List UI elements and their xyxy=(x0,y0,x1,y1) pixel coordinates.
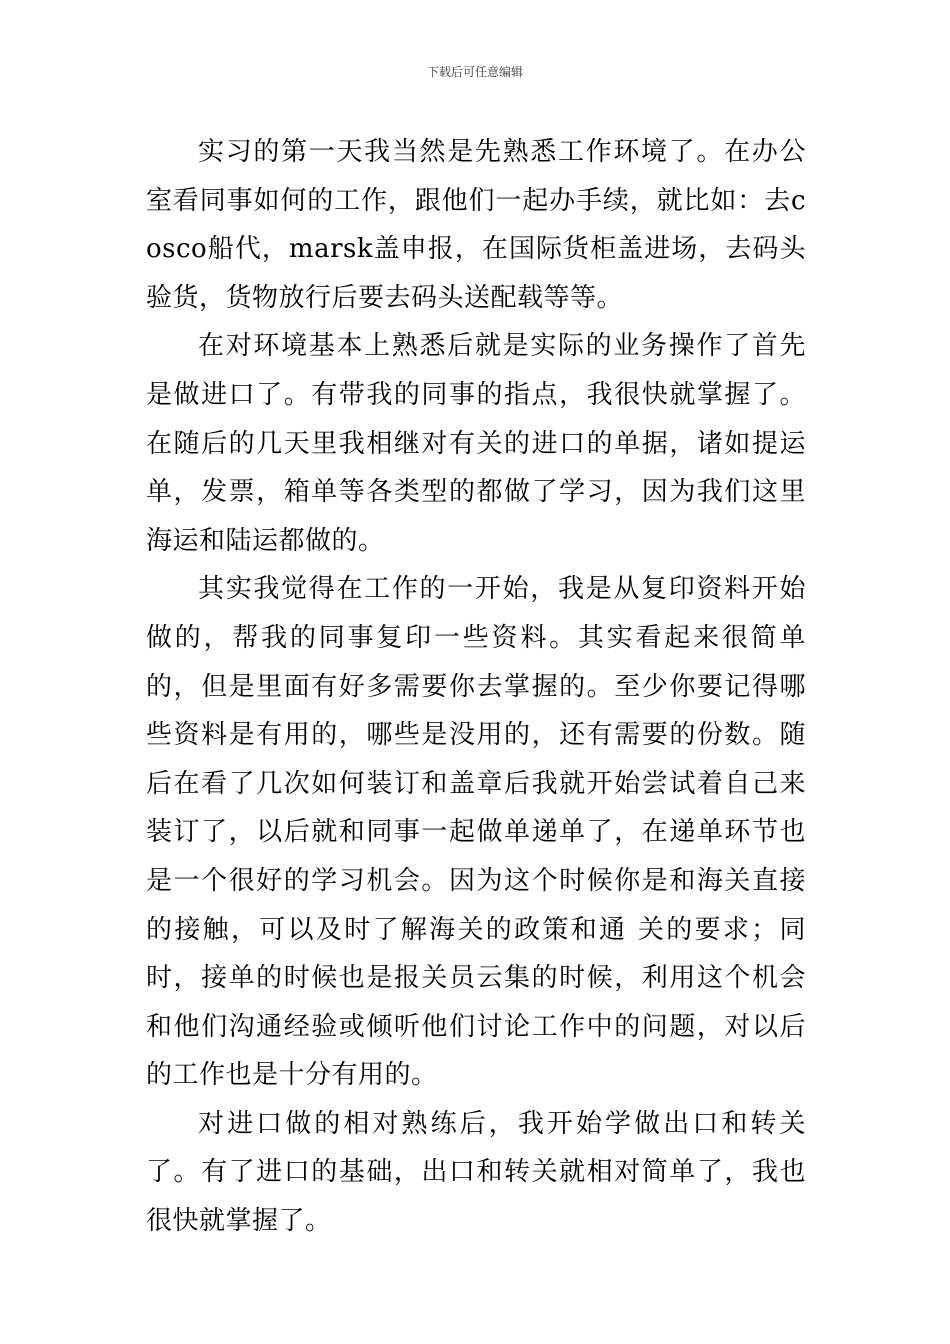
document-body xyxy=(146,128,806,1246)
paragraph-2: 在对环境基本上熟悉后就是实际的业务操作了首先是做进口了。有带我的同事的指点，我很快就掌握了。在随后的几天里我相继对有关的进口的单据，诸如提运单，发票，箱单等各类型的都做了学习，因为我们这里海运和陆运都做的。 xyxy=(146,331,806,556)
paragraph-1: 实习的第一天我当然是先熟悉工作环境了。在办公室看同事如何的工作，跟他们一起办手续，就比如：去cosco船代，marsk盖申报，在国际货柜盖进场，去码头验货，货物放行后要去码头送配载等等。 xyxy=(146,137,806,313)
page-header: 下载后可任意编辑 xyxy=(426,65,523,79)
paragraph-4: 对进口做的相对熟练后，我开始学做出口和转关了。有了进口的基础，出口和转关就相对简单了，我也很快就掌握了。 xyxy=(146,1108,806,1237)
paragraph-3: 其实我觉得在工作的一开始，我是从复印资料开始做的，帮我的同事复印一些资料。其实看起来很简单的，但是里面有好多需要你去掌握的。至少你要记得哪些资料是有用的，哪些是没用的，还有需要的份数。随后在看了几次如何装订和盖章后我就开始尝试着自己来装订了，以后就和同事一起做单递单了，在递单环节也是一个很好的学习机会。因为这个时候你是和海关直接的接触，可以及时了解海关的政策和通 关的要求；同时，接单的时候也是报关员云集的时候，利用这个机会和他们沟通经验或倾听他们讨论工作中的问题，对以后的工作也是十分有用的。 xyxy=(146,574,806,1091)
